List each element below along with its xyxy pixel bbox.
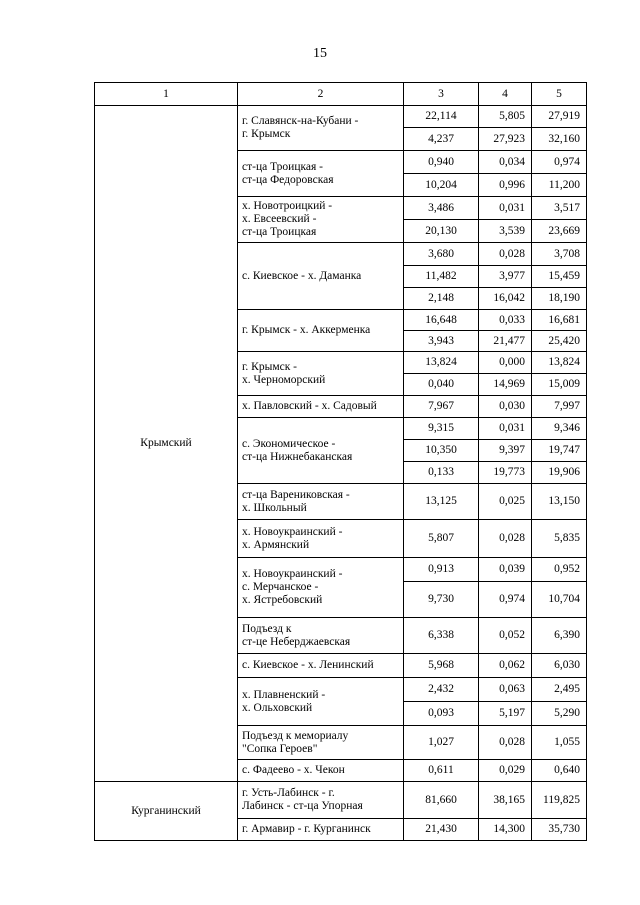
value-cell-col3: 2,148 — [404, 288, 479, 310]
table-row — [95, 782, 587, 819]
value-cell-col5: 6,030 — [532, 654, 587, 678]
value-cell-col5: 27,919 — [532, 106, 587, 128]
route-cell: с. Киевское - х. Ленинский — [238, 654, 404, 678]
value-cell-col4: 3,977 — [479, 266, 532, 288]
value-cell-col3: 22,114 — [404, 106, 479, 128]
value-cell-col3: 7,967 — [404, 396, 479, 418]
route-cell: х. Плавненский - х. Ольховский — [238, 678, 404, 726]
value-cell-col5: 35,730 — [532, 819, 587, 841]
value-cell-col5: 2,495 — [532, 678, 587, 702]
route-cell: х. Новоукраинский - х. Армянский — [238, 520, 404, 558]
route-cell: г. Армавир - г. Курганинск — [238, 819, 404, 841]
value-cell-col5: 3,517 — [532, 197, 587, 220]
route-cell: г. Крымск - х. Аккерменка — [238, 310, 404, 352]
value-cell-col4: 3,539 — [479, 220, 532, 243]
value-cell-col4: 14,969 — [479, 374, 532, 396]
value-cell-col3: 0,940 — [404, 151, 479, 174]
road-segments-table — [94, 82, 587, 841]
value-cell-col4: 0,031 — [479, 197, 532, 220]
value-cell-col3: 81,660 — [404, 782, 479, 819]
header-row — [95, 83, 587, 106]
value-cell-col3: 2,432 — [404, 678, 479, 702]
value-cell-col4: 0,063 — [479, 678, 532, 702]
value-cell-col3: 16,648 — [404, 310, 479, 331]
value-cell-col3: 20,130 — [404, 220, 479, 243]
value-cell-col5: 7,997 — [532, 396, 587, 418]
value-cell-col5: 19,906 — [532, 462, 587, 484]
value-cell-col5: 15,009 — [532, 374, 587, 396]
value-cell-col3: 1,027 — [404, 726, 479, 760]
value-cell-col5: 3,708 — [532, 243, 587, 266]
value-cell-col3: 0,913 — [404, 558, 479, 582]
value-cell-col4: 14,300 — [479, 819, 532, 841]
value-cell-col5: 15,459 — [532, 266, 587, 288]
value-cell-col3: 10,350 — [404, 440, 479, 462]
value-cell-col4: 0,028 — [479, 520, 532, 558]
value-cell-col5: 10,704 — [532, 582, 587, 618]
value-cell-col5: 11,200 — [532, 174, 587, 197]
value-cell-col5: 6,390 — [532, 618, 587, 654]
district-cell: Курганинский — [95, 782, 238, 841]
value-cell-col4: 19,773 — [479, 462, 532, 484]
value-cell-col5: 23,669 — [532, 220, 587, 243]
value-cell-col3: 9,315 — [404, 418, 479, 440]
value-cell-col5: 0,952 — [532, 558, 587, 582]
value-cell-col3: 0,611 — [404, 760, 479, 782]
route-cell: х. Новоукраинский - с. Мерчанское - х. Ястребовский — [238, 558, 404, 618]
route-cell: х. Павловский - х. Садовый — [238, 396, 404, 418]
value-cell-col3: 5,968 — [404, 654, 479, 678]
route-cell: с. Киевское - х. Даманка — [238, 243, 404, 310]
value-cell-col4: 0,062 — [479, 654, 532, 678]
value-cell-col4: 5,805 — [479, 106, 532, 128]
value-cell-col4: 5,197 — [479, 702, 532, 726]
value-cell-col4: 0,052 — [479, 618, 532, 654]
value-cell-col3: 13,824 — [404, 352, 479, 374]
value-cell-col5: 32,160 — [532, 128, 587, 151]
value-cell-col3: 0,133 — [404, 462, 479, 484]
value-cell-col4: 38,165 — [479, 782, 532, 819]
value-cell-col3: 4,237 — [404, 128, 479, 151]
route-cell: ст-ца Варениковская - х. Школьный — [238, 484, 404, 520]
column-header-4: 4 — [479, 83, 532, 106]
value-cell-col3: 3,943 — [404, 331, 479, 352]
route-cell: г. Усть-Лабинск - г. Лабинск - ст-ца Упорная — [238, 782, 404, 819]
table-row — [95, 106, 587, 128]
value-cell-col5: 19,747 — [532, 440, 587, 462]
value-cell-col4: 0,028 — [479, 243, 532, 266]
value-cell-col3: 3,486 — [404, 197, 479, 220]
value-cell-col4: 0,025 — [479, 484, 532, 520]
value-cell-col5: 18,190 — [532, 288, 587, 310]
column-header-3: 3 — [404, 83, 479, 106]
value-cell-col3: 13,125 — [404, 484, 479, 520]
value-cell-col3: 0,040 — [404, 374, 479, 396]
column-header-5: 5 — [532, 83, 587, 106]
value-cell-col4: 27,923 — [479, 128, 532, 151]
value-cell-col5: 5,290 — [532, 702, 587, 726]
value-cell-col3: 5,807 — [404, 520, 479, 558]
value-cell-col3: 21,430 — [404, 819, 479, 841]
value-cell-col4: 9,397 — [479, 440, 532, 462]
value-cell-col4: 0,974 — [479, 582, 532, 618]
value-cell-col3: 3,680 — [404, 243, 479, 266]
value-cell-col5: 25,420 — [532, 331, 587, 352]
route-cell: Подъезд к ст-це Неберджаевская — [238, 618, 404, 654]
value-cell-col3: 6,338 — [404, 618, 479, 654]
value-cell-col5: 16,681 — [532, 310, 587, 331]
value-cell-col5: 119,825 — [532, 782, 587, 819]
route-cell: г. Славянск-на-Кубани - г. Крымск — [238, 106, 404, 151]
route-cell: с. Экономическое - ст-ца Нижнебаканская — [238, 418, 404, 484]
value-cell-col5: 0,974 — [532, 151, 587, 174]
value-cell-col5: 0,640 — [532, 760, 587, 782]
value-cell-col4: 0,030 — [479, 396, 532, 418]
route-cell: г. Крымск - х. Черноморский — [238, 352, 404, 396]
value-cell-col4: 0,028 — [479, 726, 532, 760]
value-cell-col5: 13,150 — [532, 484, 587, 520]
route-cell: с. Фадеево - х. Чекон — [238, 760, 404, 782]
column-header-1: 1 — [95, 83, 238, 106]
value-cell-col4: 0,029 — [479, 760, 532, 782]
value-cell-col5: 13,824 — [532, 352, 587, 374]
value-cell-col3: 11,482 — [404, 266, 479, 288]
value-cell-col3: 0,093 — [404, 702, 479, 726]
value-cell-col4: 0,000 — [479, 352, 532, 374]
value-cell-col4: 0,039 — [479, 558, 532, 582]
route-cell: Подъезд к мемориалу "Сопка Героев" — [238, 726, 404, 760]
value-cell-col3: 10,204 — [404, 174, 479, 197]
value-cell-col5: 1,055 — [532, 726, 587, 760]
column-header-2: 2 — [238, 83, 404, 106]
value-cell-col5: 5,835 — [532, 520, 587, 558]
route-cell: х. Новотроицкий - х. Евсеевский - ст-ца Троицкая — [238, 197, 404, 243]
value-cell-col4: 21,477 — [479, 331, 532, 352]
page-number: 15 — [313, 46, 327, 61]
value-cell-col4: 0,034 — [479, 151, 532, 174]
value-cell-col4: 0,033 — [479, 310, 532, 331]
value-cell-col4: 16,042 — [479, 288, 532, 310]
value-cell-col4: 0,996 — [479, 174, 532, 197]
value-cell-col5: 9,346 — [532, 418, 587, 440]
route-cell: ст-ца Троицкая - ст-ца Федоровская — [238, 151, 404, 197]
district-cell: Крымский — [95, 106, 238, 782]
value-cell-col3: 9,730 — [404, 582, 479, 618]
value-cell-col4: 0,031 — [479, 418, 532, 440]
